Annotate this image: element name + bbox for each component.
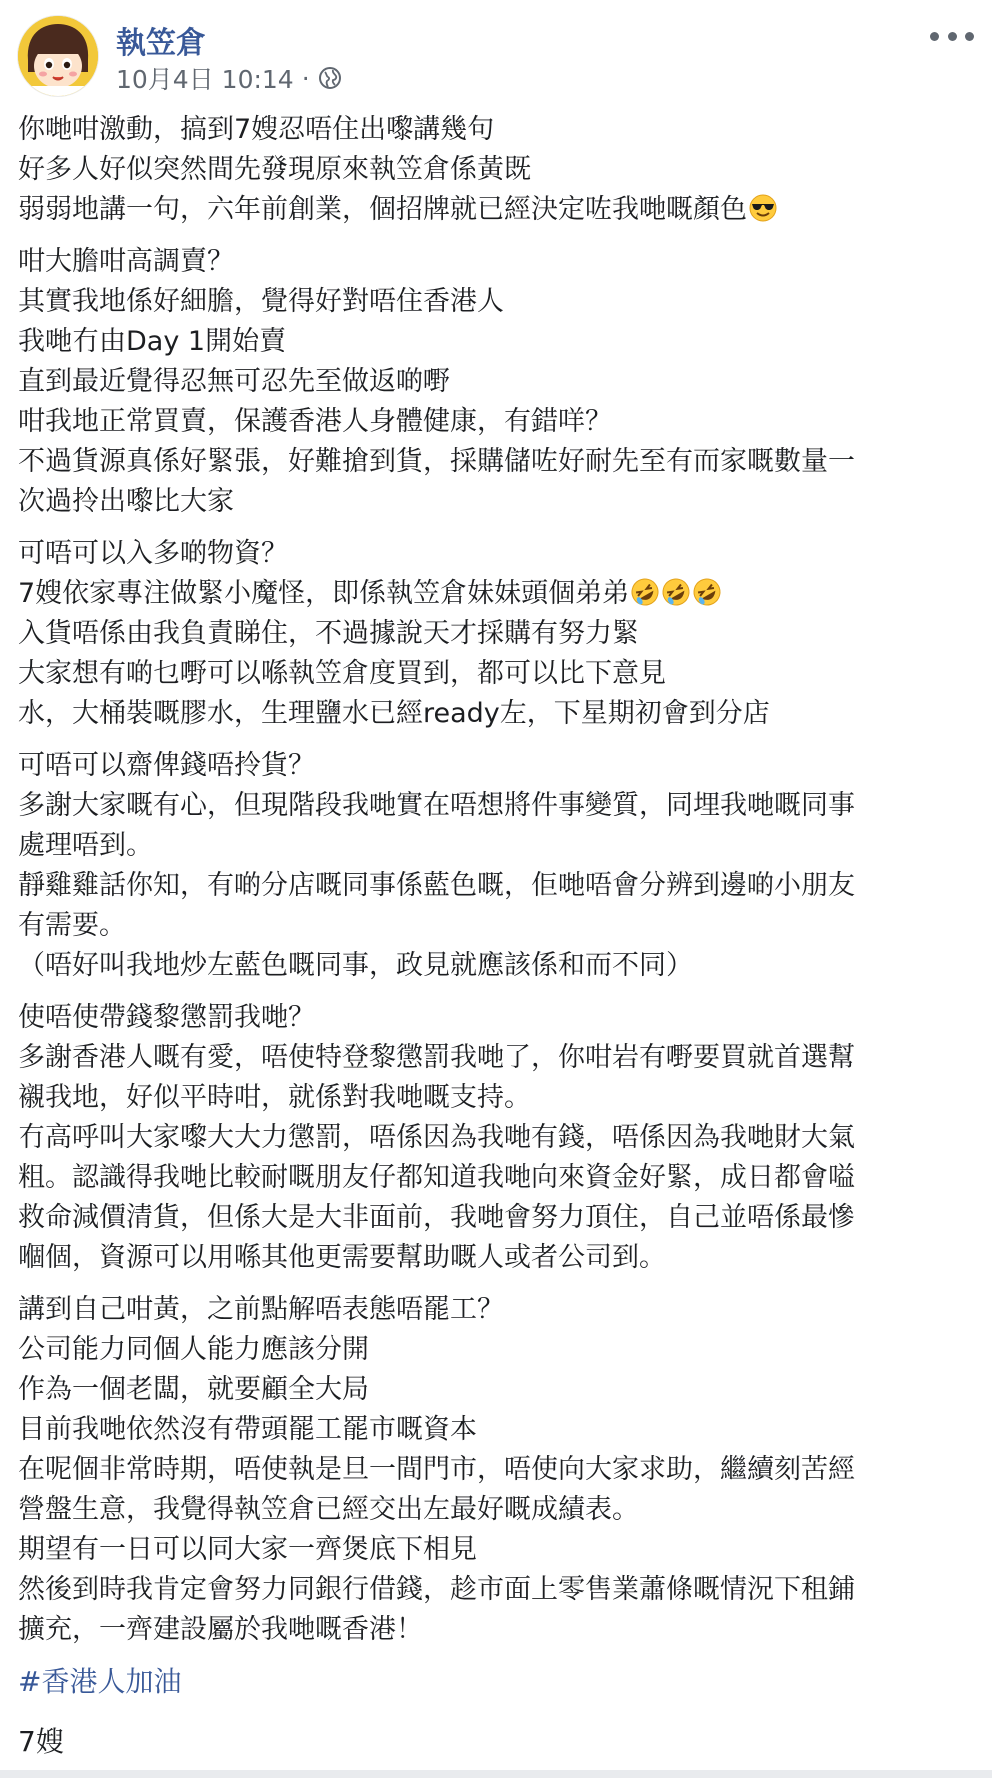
- text-line: 我哋冇由Day 1開始賣: [18, 326, 287, 357]
- paragraph-4: [18, 746, 974, 986]
- text-line: 擴充，一齊建設屬於我哋嘅香港！: [18, 1614, 423, 1645]
- rolling-on-floor-laughing-icon: [661, 577, 691, 607]
- paragraph-5: [18, 998, 974, 1278]
- text-line: 粗。認識得我哋比較耐嘅朋友仔都知道我哋向來資金好緊，成日都會嗌: [18, 1162, 855, 1193]
- text-line: 在呢個非常時期，唔使執是旦一間門市，唔使向大家求助，繼續刻苦經: [18, 1454, 855, 1485]
- text-line-content: 弱弱地講一句，六年前創業，個招牌就已經決定咗我哋嘅顏色: [18, 194, 747, 225]
- text-line: 次過拎出嚟比大家: [18, 486, 234, 517]
- text-line: [18, 574, 974, 614]
- meta-separator: ·: [301, 63, 310, 93]
- text-line: 可唔可以入多啲物資？: [18, 538, 288, 569]
- text-line: 期望有一日可以同大家一齊煲底下相見: [18, 1534, 477, 1565]
- text-line: 襯我地，好似平時咁，就係對我哋嘅支持。: [18, 1082, 531, 1113]
- post-header: [18, 14, 974, 98]
- text-line: 其實我地係好細膽，覺得好對唔住香港人: [18, 286, 504, 317]
- text-line: 使唔使帶錢黎懲罰我哋？: [18, 1002, 315, 1033]
- text-line: 講到自己咁黃，之前點解唔表態唔罷工？: [18, 1294, 504, 1325]
- globe-icon[interactable]: [318, 66, 342, 90]
- post-signoff: 7嫂: [18, 1725, 64, 1758]
- more-options-icon[interactable]: [930, 24, 974, 48]
- text-line: 公司能力同個人能力應該分開: [18, 1334, 369, 1365]
- text-line: 入貨唔係由我負責睇住，不過據說天才採購有努力緊: [18, 618, 639, 649]
- text-line: 冇高呼叫大家嚟大大力懲罰，唔係因為我哋有錢，唔係因為我哋財大氣: [18, 1122, 855, 1153]
- text-line: 處理唔到。: [18, 830, 153, 861]
- text-line: [18, 190, 974, 230]
- text-line: 靜雞雞話你知，有啲分店嘅同事係藍色嘅，佢哋唔會分辨到邊啲小朋友: [18, 870, 855, 901]
- paragraph-6: [18, 1290, 974, 1650]
- post-body: [18, 110, 974, 1762]
- text-line: 然後到時我肯定會努力同銀行借錢，趁市面上零售業蕭條嘅情況下租鋪: [18, 1574, 855, 1605]
- text-line: 不過貨源真係好緊張，好難搶到貨，採購儲咗好耐先至有而家嘅數量一: [18, 446, 855, 477]
- avatar-girl-icon: [18, 16, 98, 96]
- text-line: 作為一個老闆，就要顧全大局: [18, 1374, 369, 1405]
- text-line: 水，大桶裝嘅膠水，生理鹽水已經ready左，下星期初會到分店: [18, 698, 770, 729]
- text-line: 救命減價清貨，但係大是大非面前，我哋會努力頂住，自己並唔係最慘: [18, 1202, 855, 1233]
- text-line: 好多人好似突然間先發現原來執笠倉係黃既: [18, 154, 531, 185]
- text-line: 有需要。: [18, 910, 126, 941]
- paragraph-1: [18, 110, 974, 230]
- post-bottom-divider: [0, 1770, 992, 1778]
- rolling-on-floor-laughing-icon: [630, 577, 660, 607]
- smiling-face-with-sunglasses-icon: [748, 193, 778, 223]
- hashtag-link[interactable]: #香港人加油: [18, 1665, 182, 1698]
- rolling-on-floor-laughing-icon: [692, 577, 722, 607]
- text-line: 直到最近覺得忍無可忍先至做返啲嘢: [18, 366, 450, 397]
- post-timestamp[interactable]: 10月4日 10:14: [116, 65, 294, 94]
- text-line: 可唔可以齋俾錢唔拎貨？: [18, 750, 315, 781]
- text-line: 多謝香港人嘅有愛，唔使特登黎懲罰我哋了，你咁岩有嘢要買就首選幫: [18, 1042, 855, 1073]
- text-line: 你哋咁激動，搞到7嫂忍唔住出嚟講幾句: [18, 114, 495, 145]
- author-name[interactable]: 執笠倉: [116, 26, 206, 61]
- text-line: 嗰個，資源可以用喺其他更需要幫助嘅人或者公司到。: [18, 1242, 666, 1273]
- author-avatar[interactable]: [18, 16, 98, 96]
- text-line: 大家想有啲乜嘢可以喺執笠倉度買到，都可以比下意見: [18, 658, 666, 689]
- text-line-content: 7嫂依家專注做緊小魔怪，即係執笠倉妹妹頭個弟弟: [18, 578, 630, 609]
- text-line: 咁我地正常買賣，保護香港人身體健康，有錯咩？: [18, 406, 612, 437]
- text-line: 營盤生意，我覺得執笠倉已經交出左最好嘅成績表。: [18, 1494, 639, 1525]
- text-line: 咁大膽咁高調賣？: [18, 246, 234, 277]
- text-line: 多謝大家嘅有心，但現階段我哋實在唔想將件事變質，同埋我哋嘅同事: [18, 790, 855, 821]
- text-line: （唔好叫我地炒左藍色嘅同事，政見就應該係和而不同）: [18, 950, 693, 981]
- post-meta: [116, 60, 342, 96]
- paragraph-2: [18, 242, 974, 522]
- text-line: 目前我哋依然沒有帶頭罷工罷市嘅資本: [18, 1414, 477, 1445]
- paragraph-3: [18, 534, 974, 734]
